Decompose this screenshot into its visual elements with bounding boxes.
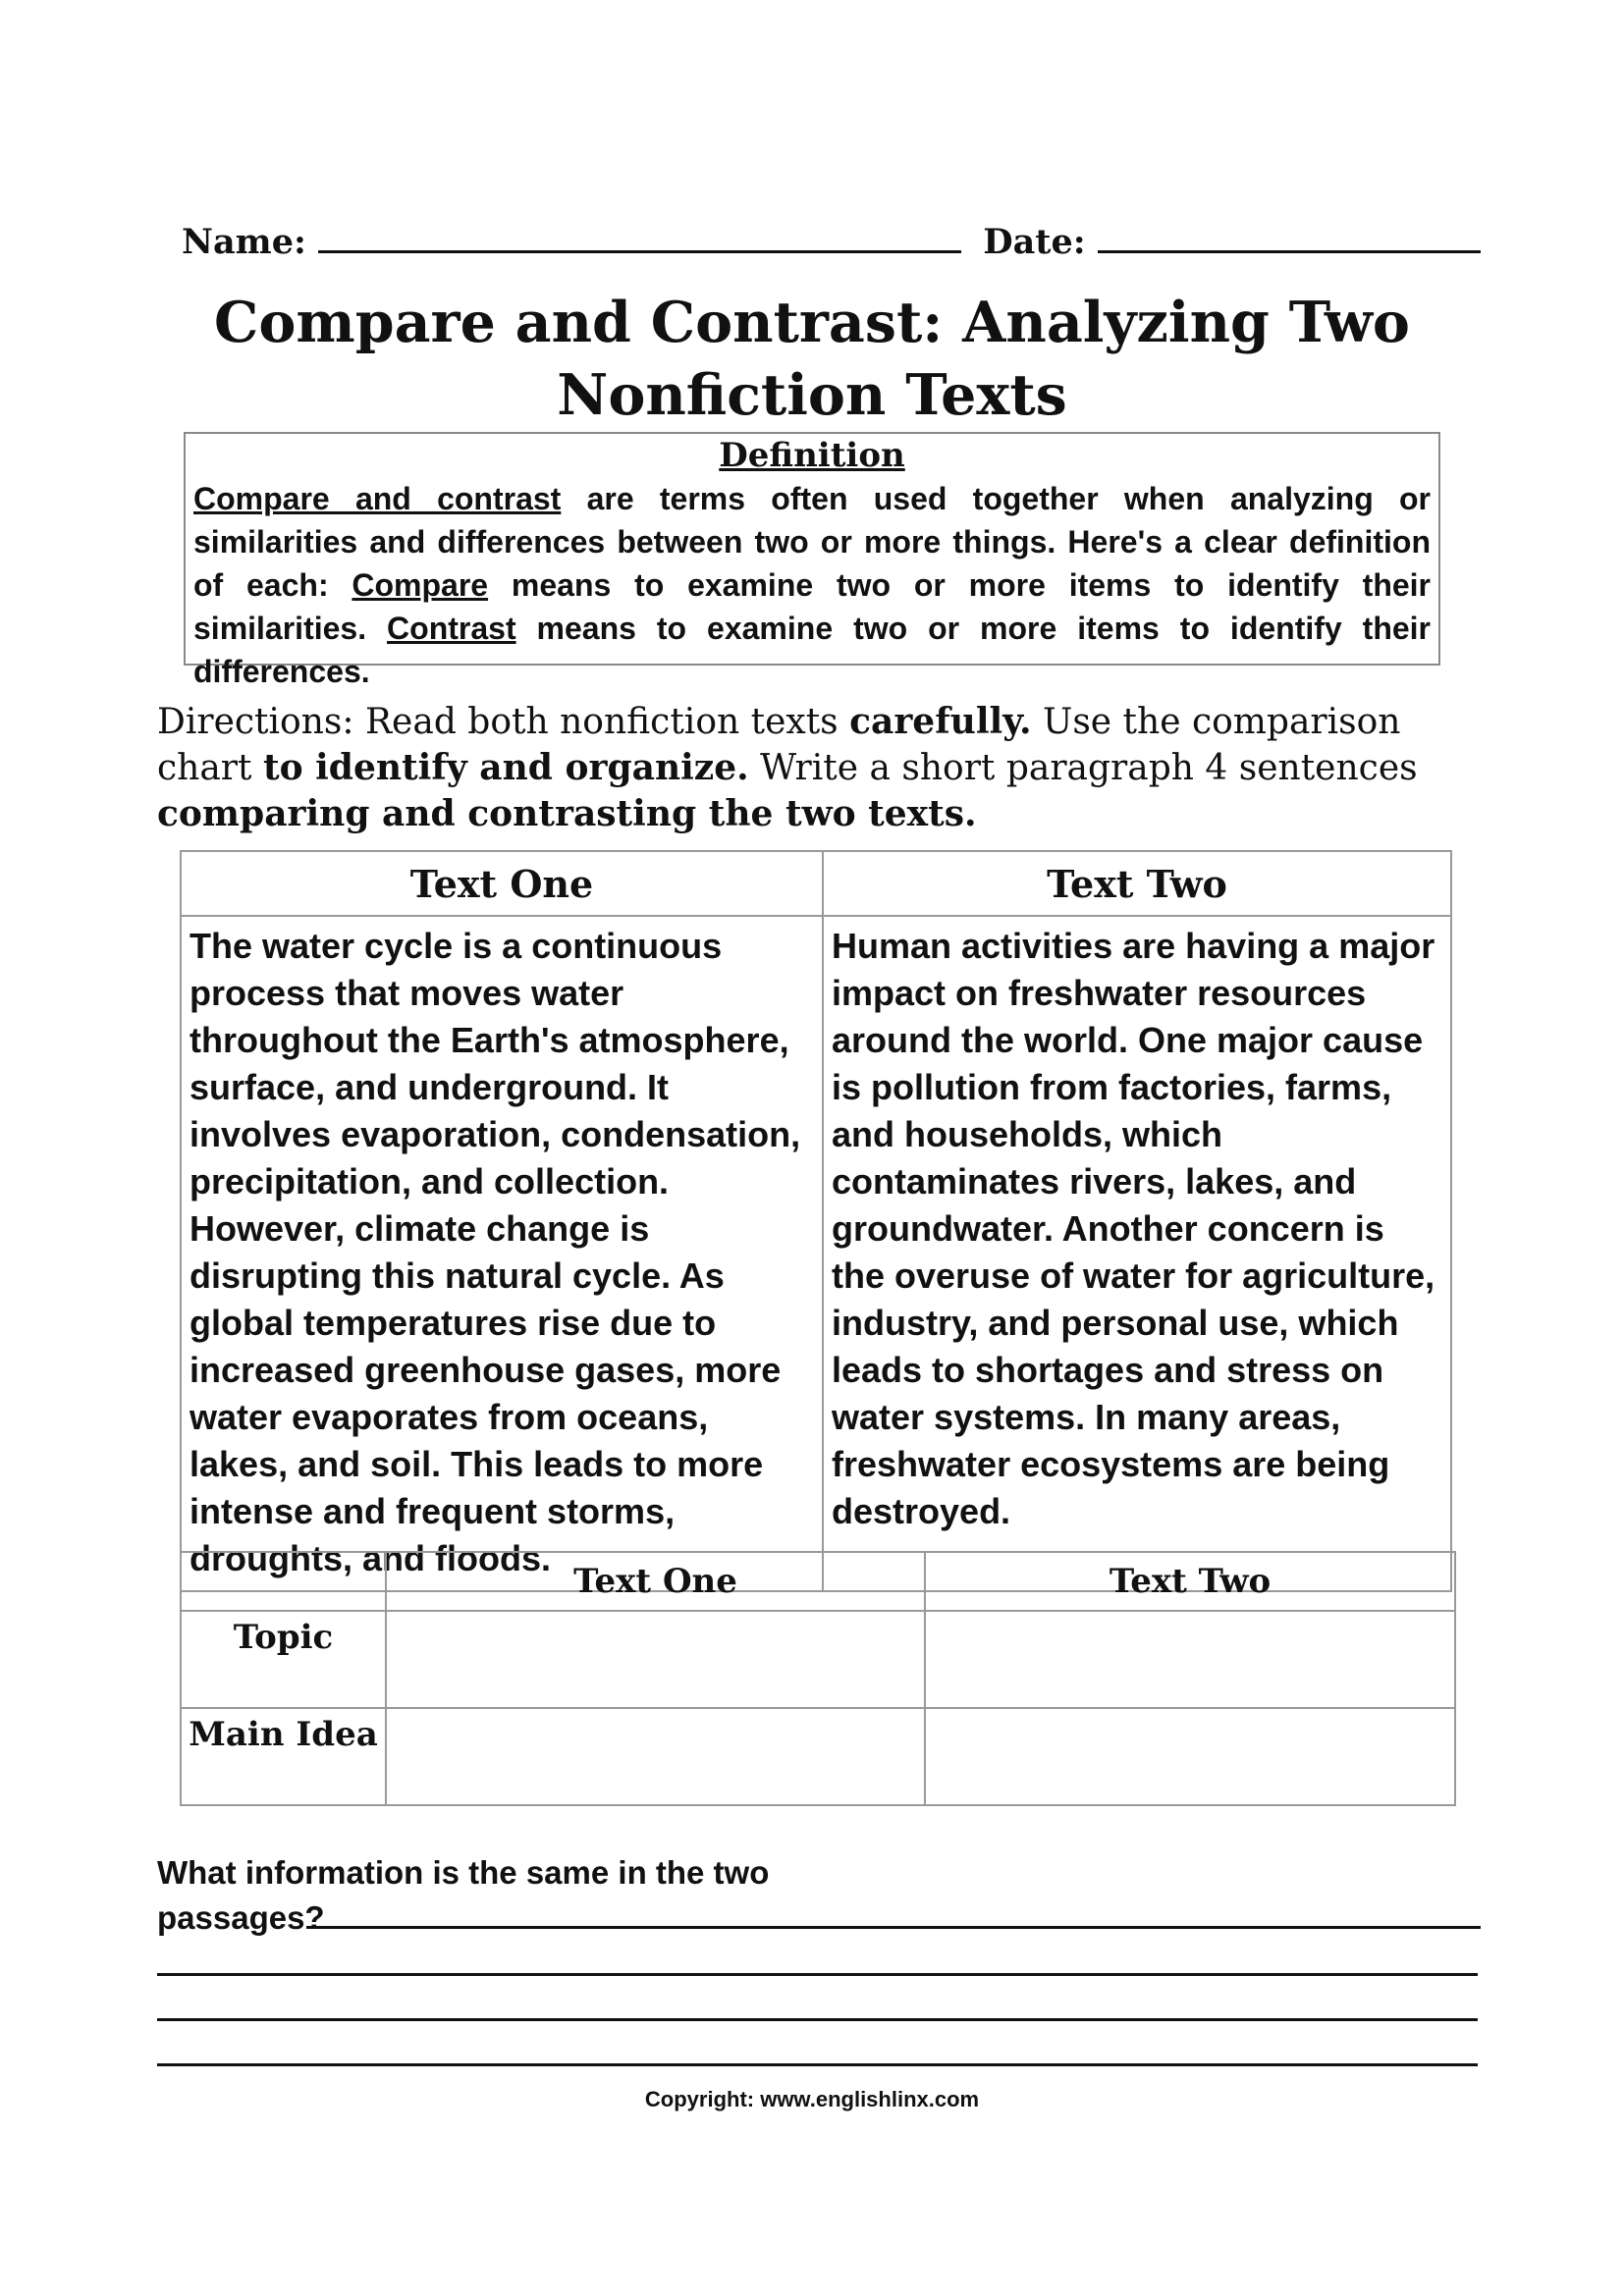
question-line-1: What information is the same in the two (157, 1854, 770, 1891)
chart-row-label-topic: Topic (181, 1611, 386, 1708)
text-one-passage: The water cycle is a continuous process that moves water throughout the Earth's atmosphere, surface, and underground. It involves evaporation, condensation, precipitation, and collection. However, climate change is disrupting this natural cycle. As global temperatures rise due to increased greenhouse gases, more water evaporates from oceans, lakes, and soil. This leads to more intense and frequent storms, droughts, and floods. (181, 916, 823, 1591)
chart-text-two-header: Text Two (925, 1552, 1455, 1611)
chart-cell-topic-text-one[interactable] (386, 1611, 925, 1708)
definition-text-2: means to examine two or more items to identify their similarities. (193, 567, 1431, 646)
copyright-footer: Copyright: www.englishlinx.com (644, 2087, 980, 2111)
answer-line-3[interactable] (157, 2018, 1478, 2021)
text-one-header: Text One (181, 851, 823, 916)
text-two-header: Text Two (823, 851, 1451, 916)
comparison-chart (180, 1551, 1456, 1806)
name-label: Name: (182, 222, 306, 262)
definition-text-1: are terms often used together when analyzing or similarities and differences between two or more things. Here's a clear definition of each: (193, 481, 1432, 603)
answer-line-1[interactable] (306, 1926, 1481, 1929)
chart-cell-main-idea-text-two[interactable] (925, 1708, 1455, 1805)
chart-cell-main-idea-text-one[interactable] (386, 1708, 925, 1805)
title-line-1: Compare and Contrast: Analyzing Two (214, 290, 1410, 355)
name-blank[interactable] (318, 223, 961, 253)
question-line-2: passages? (157, 1899, 325, 1936)
chart-text-one-header: Text One (386, 1552, 925, 1611)
texts-table (180, 850, 1452, 1592)
text-two-passage: Human activities are having a major impact on freshwater resources around the world. One major cause is pollution from factories, farms, and households, which contaminates rivers, lakes, and groundwater. Another concern is the overuse of water for agriculture, industry, and personal use, which leads to shortages and stress on water systems. In many areas, freshwater ecosystems are being destroyed. (823, 916, 1451, 1591)
term-compare-and-contrast: Compare and contrast (193, 481, 562, 516)
texts-table-body-row (181, 916, 1451, 1591)
directions-part-1: Directions: Read both nonfiction texts (157, 702, 850, 742)
name-date-row (182, 222, 1481, 262)
date-label: Date: (983, 222, 1086, 262)
texts-table-header-row (181, 851, 1451, 916)
date-blank[interactable] (1098, 223, 1481, 253)
title-line-2: Nonfiction Texts (557, 362, 1067, 428)
answer-line-2[interactable] (157, 1973, 1478, 1976)
directions-part-2: Use the comparison chart (157, 702, 1401, 788)
directions-bold-3: comparing and contrasting the two texts. (157, 793, 977, 834)
directions-bold-1: carefully. (849, 701, 1032, 742)
chart-row-label-main-idea: Main Idea (181, 1708, 386, 1805)
page-title (157, 287, 1467, 432)
answer-line-4[interactable] (157, 2063, 1478, 2066)
chart-corner-cell (181, 1552, 386, 1611)
chart-row-main-idea (181, 1708, 1455, 1805)
chart-cell-topic-text-two[interactable] (925, 1611, 1455, 1708)
directions-part-3: Write a short paragraph 4 sentences (748, 748, 1418, 788)
definition-text (193, 477, 1431, 693)
chart-header-row (181, 1552, 1455, 1611)
term-contrast: Contrast (387, 611, 516, 646)
definition-text-3: means to examine two or more items to identify their differences. (193, 611, 1432, 689)
directions-bold-2: to identify and organize. (262, 747, 749, 788)
term-compare: Compare (352, 567, 489, 603)
chart-row-topic (181, 1611, 1455, 1708)
definition-box (184, 432, 1440, 689)
definition-heading: Definition (719, 436, 905, 475)
directions (157, 699, 1434, 837)
